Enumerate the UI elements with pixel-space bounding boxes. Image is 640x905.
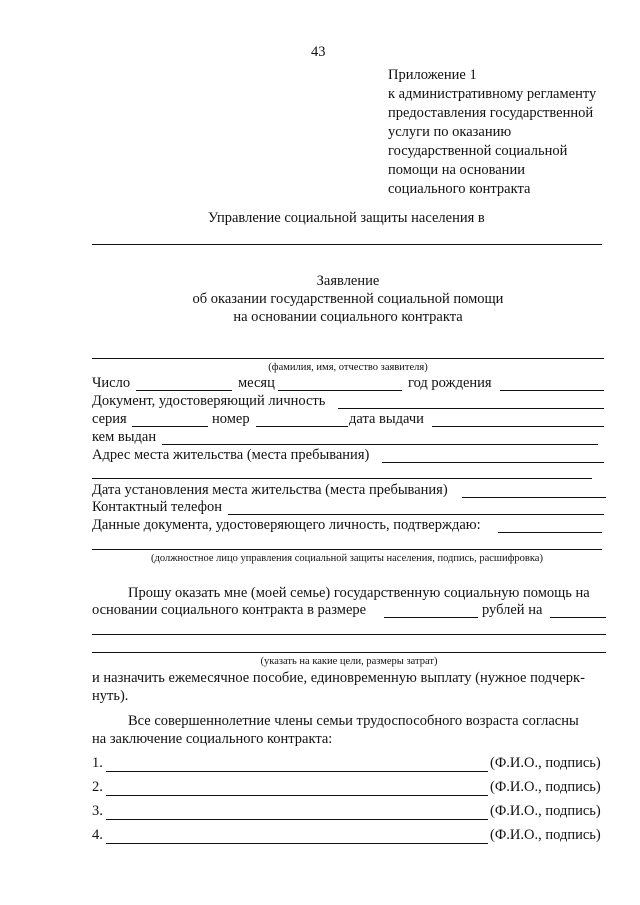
appendix-line: к административному регламенту (388, 86, 597, 102)
applicant-name-hint: (фамилия, имя, отчество заявителя) (268, 362, 428, 373)
signature-blank-2[interactable] (106, 795, 488, 796)
issue-date-label: дата выдачи (349, 411, 424, 427)
appendix-line: социального контракта (388, 181, 531, 197)
birth-year-blank[interactable] (500, 390, 604, 391)
signature-blank-3[interactable] (106, 819, 488, 820)
issued-by-blank[interactable] (162, 444, 598, 445)
number-blank[interactable] (256, 426, 348, 427)
signature-caption: (Ф.И.О., подпись) (490, 803, 601, 819)
form-subtitle-1: об оказании государственной социальной помощи (192, 291, 504, 307)
family-line-2: на заключение социального контракта: (92, 731, 333, 747)
appendix-block (388, 66, 596, 199)
purpose-blank[interactable] (550, 617, 606, 618)
amount-blank[interactable] (384, 617, 478, 618)
identity-doc-blank[interactable] (338, 408, 604, 409)
signature-blank-1[interactable] (106, 771, 488, 772)
address-date-label: Дата установления места жительства (места пребывания) (92, 482, 448, 498)
official-hint: (должностное лицо управления социальной защиты населения, подпись, расшифровка) (151, 553, 543, 564)
form-subtitle-2: на основании социального контракта (233, 309, 463, 325)
authority-line: Управление социальной защиты населения в (208, 210, 485, 226)
signature-number: 4. (92, 827, 103, 843)
signature-number: 3. (92, 803, 103, 819)
signature-blank-4[interactable] (106, 843, 488, 844)
day-blank[interactable] (136, 390, 232, 391)
appendix-line: помощи на основании (388, 162, 525, 178)
signature-number: 2. (92, 779, 103, 795)
appendix-line: услуги по оказанию (388, 124, 512, 140)
series-label: серия (92, 411, 127, 427)
doc-confirm-blank[interactable] (498, 532, 602, 533)
phone-blank[interactable] (228, 514, 604, 515)
appendix-line: государственной социальной (388, 143, 568, 159)
allowance-line-1: и назначить ежемесячное пособие, единовременную выплату (нужное подчерк- (92, 670, 585, 686)
page-number: 43 (311, 44, 326, 60)
official-blank[interactable] (92, 549, 602, 550)
issue-date-blank[interactable] (432, 426, 604, 427)
day-label: Число (92, 375, 131, 391)
purpose-blank-3[interactable] (92, 652, 606, 653)
series-blank[interactable] (132, 426, 208, 427)
number-label: номер (212, 411, 250, 427)
signature-caption: (Ф.И.О., подпись) (490, 779, 601, 795)
authority-blank[interactable] (92, 244, 602, 245)
family-line-1: Все совершеннолетние члены семьи трудоспособного возраста согласны (128, 713, 579, 729)
appendix-line: Приложение 1 (388, 67, 477, 83)
applicant-name-blank[interactable] (92, 358, 604, 359)
month-label: месяц (238, 375, 275, 391)
address-blank[interactable] (382, 462, 604, 463)
issued-by-label: кем выдан (92, 429, 157, 445)
goals-hint: (указать на какие цели, размеры затрат) (260, 656, 438, 667)
request-line-2a: основании социального контракта в размере (92, 602, 367, 618)
identity-doc-label: Документ, удостоверяющий личность (92, 393, 326, 409)
request-line-1: Прошу оказать мне (моей семье) государственную социальную помощь на (128, 585, 590, 601)
signature-caption: (Ф.И.О., подпись) (490, 827, 601, 843)
purpose-blank-2[interactable] (92, 634, 606, 635)
address-date-blank[interactable] (462, 497, 606, 498)
phone-label: Контактный телефон (92, 499, 223, 515)
appendix-line: предоставления государственной (388, 105, 594, 121)
form-title: Заявление (316, 273, 380, 289)
birth-year-label: год рождения (408, 375, 492, 391)
signature-number: 1. (92, 755, 103, 771)
month-blank[interactable] (278, 390, 402, 391)
allowance-line-2: нуть). (92, 688, 129, 704)
signature-caption: (Ф.И.О., подпись) (490, 755, 601, 771)
doc-confirm-label: Данные документа, удостоверяющего личность, подтверждаю: (92, 517, 481, 533)
address-label: Адрес места жительства (места пребывания) (92, 447, 370, 463)
address-blank-2[interactable] (92, 478, 592, 479)
request-line-2b: рублей на (482, 602, 543, 618)
